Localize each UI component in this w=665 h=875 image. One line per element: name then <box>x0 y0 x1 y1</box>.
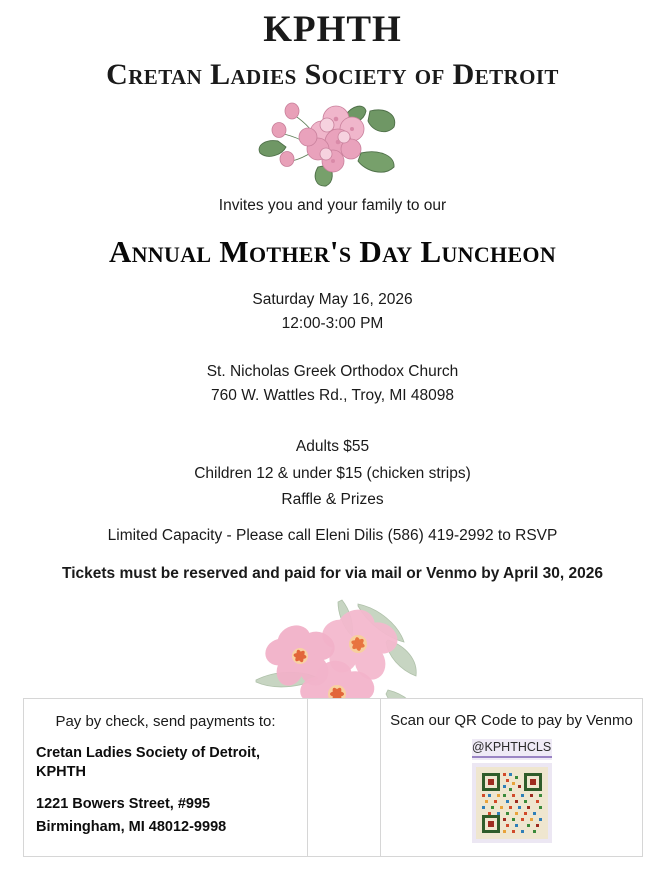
payee-name-line1: Cretan Ladies Society of Detroit, <box>36 745 260 761</box>
event-title: Annual Mother's Day Luncheon <box>108 233 557 269</box>
pay-by-check-cell <box>24 699 308 856</box>
rsvp-block <box>0 514 665 548</box>
venmo-qr-cell <box>381 699 642 856</box>
payee-address-line1: 1221 Bowers Street, #995 <box>36 796 211 813</box>
venmo-heading: Scan our QR Code to pay by Venmo <box>390 712 633 729</box>
venue-address: 760 W. Wattles Rd., Troy, MI 48098 <box>211 386 454 404</box>
invite-line: Invites you and your family to our <box>218 196 447 214</box>
payee-name <box>36 744 295 781</box>
event-date: Saturday May 16, 2026 <box>252 290 413 308</box>
organization-subtitle: Cretan Ladies Society of Detroit <box>106 57 559 91</box>
payee-address-line2: Birmingham, MI 48012-9998 <box>36 819 227 836</box>
date-time-block <box>0 269 665 336</box>
venue-block <box>0 336 665 408</box>
organization-name: KPHTH <box>263 9 402 50</box>
pay-by-check-heading: Pay by check, send payments to: <box>55 713 276 730</box>
payment-info-table <box>23 698 643 857</box>
price-adults: Adults $55 <box>295 438 370 455</box>
price-children: Children 12 & under $15 (chicken strips) <box>194 464 471 482</box>
payment-deadline: Tickets must be reserved and paid for via mail or Venmo by April 30, 2026 <box>62 564 603 582</box>
table-spacer-cell <box>308 699 381 856</box>
payee-address <box>36 793 295 839</box>
venue-name: St. Nicholas Greek Orthodox Church <box>206 362 459 380</box>
deadline-block <box>0 548 665 586</box>
raffle-prizes: Raffle & Prizes <box>281 491 384 509</box>
venmo-handle: @KPHTHCLS <box>472 740 552 758</box>
event-time: 12:00-3:00 PM <box>281 314 384 332</box>
pricing-block <box>0 408 665 514</box>
payee-name-line2: KPHTH <box>36 763 86 780</box>
venmo-qr-code[interactable] <box>472 763 552 843</box>
floral-blossom-decoration-top <box>248 97 418 189</box>
venmo-handle-badge <box>472 739 552 760</box>
rsvp-line: Limited Capacity - Please call Eleni Dilis (586) 419-2992 to RSVP <box>107 526 558 544</box>
